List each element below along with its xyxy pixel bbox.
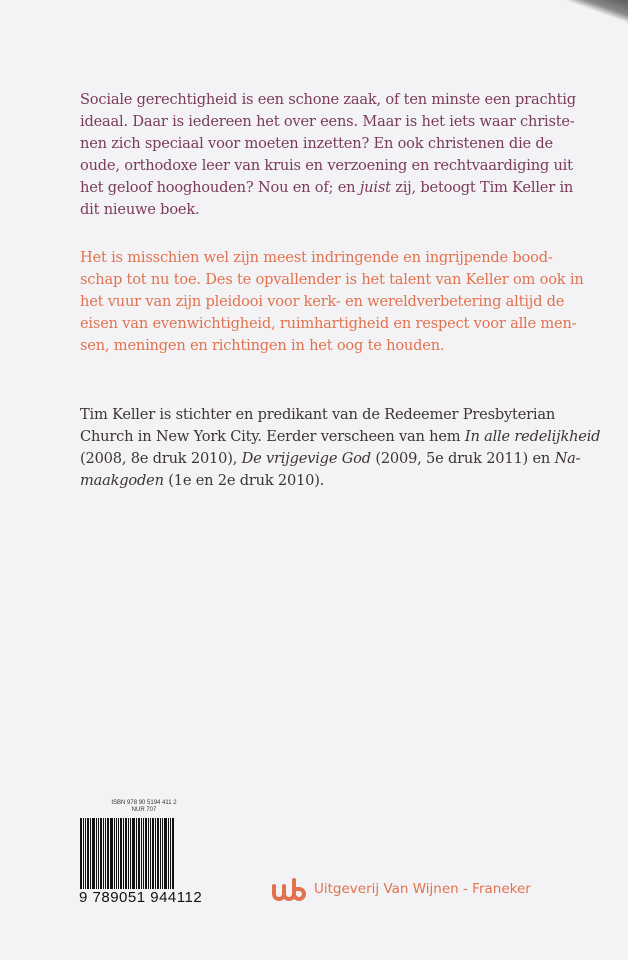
text-line: Sociale gerechtigheid is een schone zaak, of ten minste een prachtig [80, 91, 576, 108]
barcode-bar [172, 818, 174, 894]
highlight-paragraph [80, 247, 584, 357]
barcode-bar [114, 818, 115, 894]
barcode-bar [164, 818, 167, 894]
text-line [80, 426, 601, 448]
barcode-bar [120, 818, 122, 894]
barcode-bar [148, 818, 149, 894]
barcode-bar [90, 818, 91, 894]
barcode-number: 9 789051 944112 [79, 889, 203, 906]
isbn-label [94, 800, 194, 814]
barcode-bar [100, 818, 102, 894]
text: Church in New York City. Eerder verscheen van hem [80, 428, 465, 445]
barcode-bar [110, 818, 113, 894]
barcode-bar [162, 818, 163, 894]
barcode-bar [125, 818, 127, 894]
barcode-bar [128, 818, 129, 894]
barcode-bar [130, 818, 131, 894]
italic-text: juist [359, 179, 391, 196]
publisher-name: Uitgeverij Van Wijnen - Franeker [314, 881, 531, 897]
text-line: eisen van evenwichtigheid, ruimhartigheid en respect voor alle men- [80, 315, 577, 332]
nur-text: NUR 707 [131, 807, 157, 813]
author-bio-paragraph [80, 404, 601, 492]
text-line: oude, orthodoxe leer van kruis en verzoening en rechtvaardiging uit [80, 157, 573, 174]
barcode-bar [103, 818, 104, 894]
barcode-bar [123, 818, 124, 894]
barcode-bar [96, 818, 97, 894]
barcode-bar [98, 818, 99, 894]
barcode-bar [155, 818, 156, 894]
barcode-bar [141, 818, 142, 894]
barcode-bar [157, 818, 159, 894]
text-line: Tim Keller is stichter en predikant van de Redeemer Presbyterian [80, 406, 556, 423]
isbn-text: ISBN 978 90 5194 411 2 [111, 800, 177, 806]
barcode-bar [92, 818, 95, 894]
text-line: schap tot nu toe. Des te opvallender is het talent van Keller om ook in [80, 271, 584, 288]
barcode-bar [107, 818, 109, 894]
text: (1e en 2e druk 2010). [163, 472, 325, 489]
text: (2008, 8e druk 2010), [80, 450, 242, 467]
barcode-bar [138, 818, 140, 894]
barcode-bar [105, 818, 106, 894]
barcode-bar [118, 818, 119, 894]
barcode-bar [170, 818, 171, 894]
barcode-bar [145, 818, 147, 894]
italic-text: Na- [554, 450, 581, 467]
barcode-bar [116, 818, 117, 894]
barcode-bar [152, 818, 154, 894]
text-line [80, 448, 581, 470]
text: het geloof hooghouden? Nou en of; en [80, 179, 360, 196]
barcode [80, 818, 188, 894]
text-line: sen, meningen en richtingen in het oog te houden. [80, 337, 445, 354]
barcode-bar [85, 818, 86, 894]
barcode-bar [136, 818, 137, 894]
barcode-bar [143, 818, 144, 894]
barcode-bar [150, 818, 151, 894]
italic-text: In alle redelijkheid [464, 428, 601, 445]
barcode-bar [168, 818, 169, 894]
barcode-bar [80, 818, 82, 894]
text-line: dit nieuwe boek. [80, 201, 200, 218]
text-line: nen zich speciaal voor moeten inzetten? En ook christenen die de [80, 135, 553, 152]
barcode-bar [87, 818, 89, 894]
barcode-bar [83, 818, 84, 894]
intro-paragraph [80, 89, 576, 221]
text-line [80, 470, 560, 492]
italic-text: De vrijgevige God [241, 450, 371, 467]
text-line: Het is misschien wel zijn meest indringende en ingrijpende bood- [80, 249, 553, 266]
scan-corner-shadow [0, 0, 628, 30]
publisher-logo [272, 878, 306, 902]
text-line [80, 177, 574, 199]
barcode-bar [132, 818, 135, 894]
barcode-bar [160, 818, 161, 894]
text: zij, betoogt Tim Keller in [390, 179, 574, 196]
italic-text: maakgoden [80, 472, 164, 489]
text: (2009, 5e druk 2011) en [370, 450, 555, 467]
text-line: het vuur van zijn pleidooi voor kerk- en wereldverbetering altijd de [80, 293, 565, 310]
text-line: ideaal. Daar is iedereen het over eens. Maar is het iets waar christe- [80, 113, 575, 130]
